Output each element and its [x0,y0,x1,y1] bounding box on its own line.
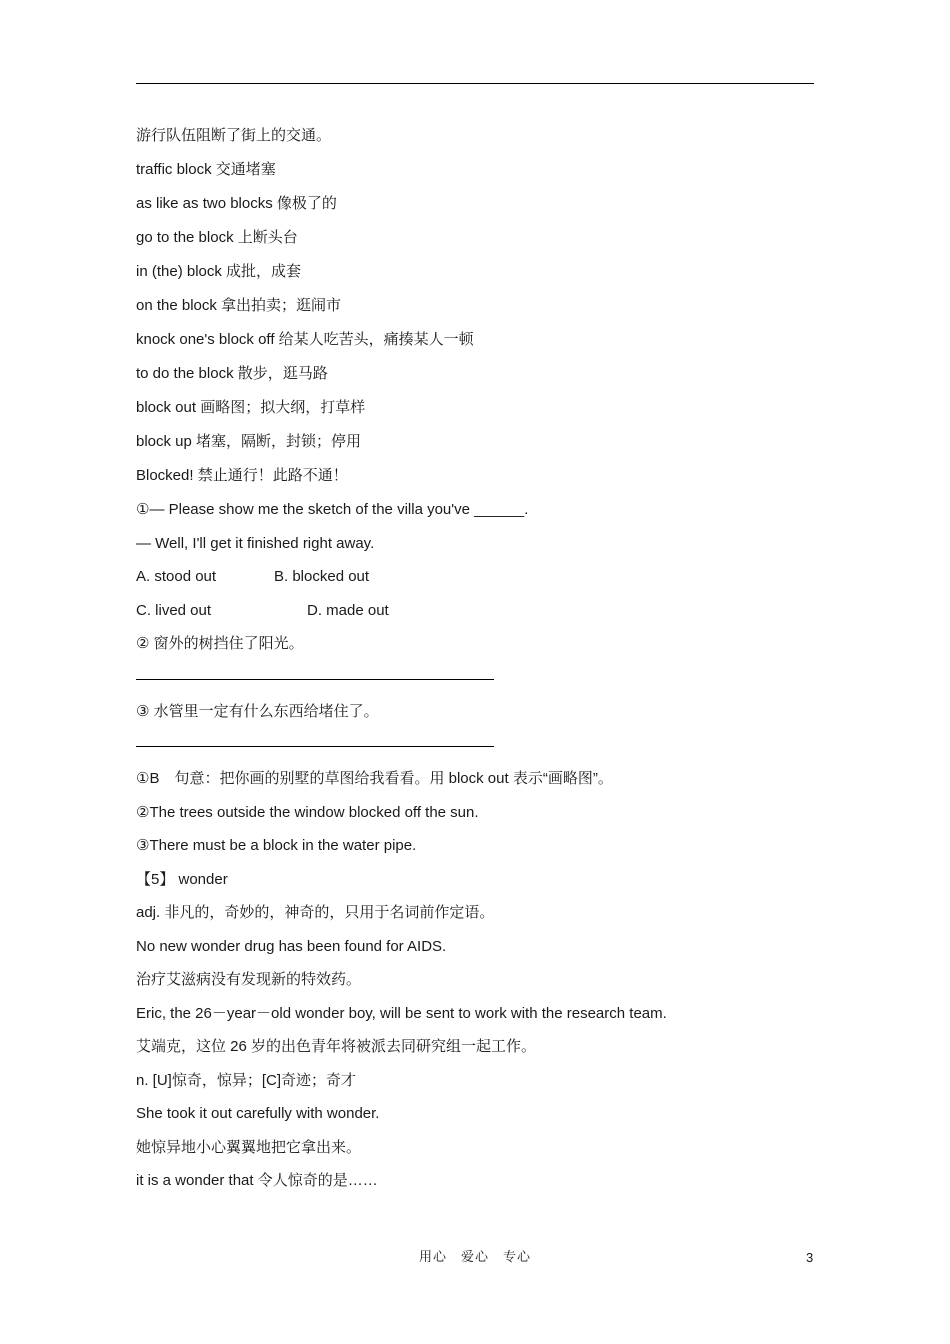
text-line: 治疗艾滋病没有发现新的特效药。 [136,971,362,988]
text-line: Blocked! 禁止通行！此路不通！ [136,467,348,484]
text-line: block out 画略图；拟大纲，打草样 [136,399,366,416]
text-line: 游行队伍阻断了街上的交通。 [136,127,332,144]
text-line: 艾端克，这位 26 岁的出色青年将被派去同研究组一起工作。 [136,1038,537,1055]
text-line: She took it out carefully with wonder. [136,1105,380,1122]
text-line: to do the block 散步，逛马路 [136,365,328,382]
header-rule [136,83,814,84]
options-row-1 [136,566,816,600]
question-1: ①— Please show me the sketch of the villa you've ______. [136,501,529,518]
text-line: go to the block 上断头台 [136,229,298,246]
option-a: A. stood out [136,568,217,585]
option-c: C. lived out [136,601,212,619]
question-3: ③ 水管里一定有什么东西给堵住了。 [136,702,379,720]
text-line: it is a wonder that 令人惊奇的是…… [136,1172,378,1189]
text-line: Eric, the 26－year－old wonder boy, will be sent to work with the research team. [136,1004,667,1022]
text-line: block up 堵塞，隔断，封锁；停用 [136,433,362,450]
option-d: D. made out [307,601,389,619]
page-number: 3 [806,1250,814,1265]
answer-line: ①B 句意：把你画的别墅的草图给我看看。用 block out 表示“画略图”。 [136,770,613,787]
answer-line: ③There must be a block in the water pipe. [136,837,417,854]
text-line: traffic block 交通堵塞 [136,161,276,178]
page-content [136,125,816,1204]
text-line: adj. 非凡的，奇妙的，神奇的，只用于名词前作定语。 [136,904,495,921]
question-2: ② 窗外的树挡住了阳光。 [136,635,304,652]
options-row-2 [136,600,816,634]
footer-motto: 用心 爱心 专心 [418,1250,531,1265]
text-line: as like as two blocks 像极了的 [136,195,337,212]
answer-blank-3 [136,734,816,768]
text-line: n. [U]惊奇，惊异；[C]奇迹；奇才 [136,1071,357,1089]
text-line: 她惊异地小心翼翼地把它拿出来。 [136,1138,362,1156]
section-heading: 【5】 wonder [136,870,228,888]
text-line: in (the) block 成批，成套 [136,263,302,280]
answer-line: ②The trees outside the window blocked off the sun. [136,803,479,821]
option-b: B. blocked out [274,568,370,585]
question-1-reply: — Well, I'll get it finished right away. [136,534,375,552]
text-line: No new wonder drug has been found for AIDS. [136,937,447,955]
text-line: knock one's block off 给某人吃苦头，痛揍某人一顿 [136,331,474,348]
answer-blank-2 [136,667,816,701]
text-line: on the block 拿出拍卖；逛闹市 [136,297,342,314]
